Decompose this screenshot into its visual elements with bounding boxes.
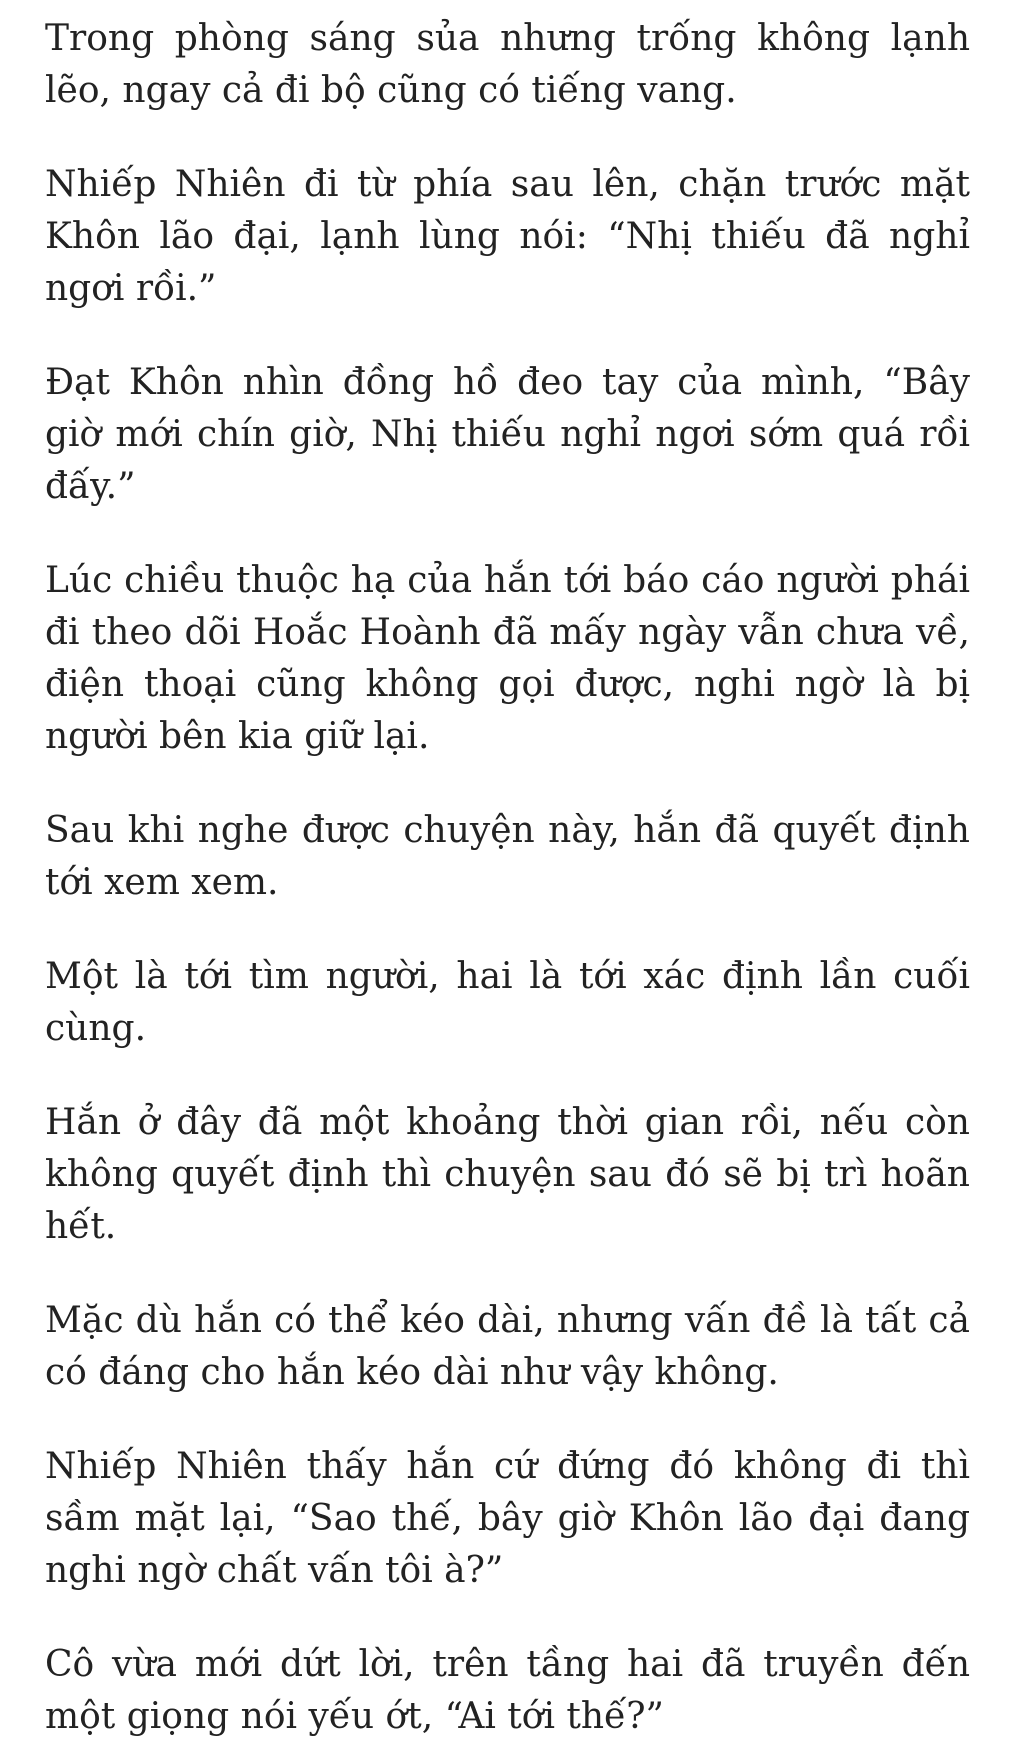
paragraph-6: Một là tới tìm người, hai là tới xác định lần cuối cùng. (45, 956, 970, 1049)
paragraph-7: Hắn ở đây đã một khoảng thời gian rồi, nếu còn không quyết định thì chuyện sau đó sẽ bị trì hoãn hết. (45, 1102, 970, 1247)
paragraph-2: Nhiếp Nhiên đi từ phía sau lên, chặn trước mặt Khôn lão đại, lạnh lùng nói: “Nhị thiếu đã nghỉ ngơi rồi.” (45, 164, 970, 309)
paragraph-10: Cô vừa mới dứt lời, trên tầng hai đã truyền đến một giọng nói yếu ớt, “Ai tới thế?” (45, 1644, 970, 1737)
paragraph-9: Nhiếp Nhiên thấy hắn cứ đứng đó không đi thì sầm mặt lại, “Sao thế, bây giờ Khôn lão đại đang nghi ngờ chất vấn tôi à?” (45, 1446, 970, 1591)
paragraph-3: Đạt Khôn nhìn đồng hồ đeo tay của mình, “Bây giờ mới chín giờ, Nhị thiếu nghỉ ngơi sớm quá rồi đấy.” (45, 362, 970, 507)
paragraph-1: Trong phòng sáng sủa nhưng trống không lạnh lẽo, ngay cả đi bộ cũng có tiếng vang. (45, 18, 970, 111)
document-page (45, 0, 970, 1748)
paragraph-8: Mặc dù hắn có thể kéo dài, nhưng vấn đề là tất cả có đáng cho hắn kéo dài như vậy không. (45, 1300, 970, 1393)
paragraph-5: Sau khi nghe được chuyện này, hắn đã quyết định tới xem xem. (45, 810, 970, 903)
paragraph-4: Lúc chiều thuộc hạ của hắn tới báo cáo người phái đi theo dõi Hoắc Hoành đã mấy ngày vẫn chưa về, điện thoại cũng không gọi được, nghi ngờ là bị người bên kia giữ lại. (45, 560, 970, 757)
